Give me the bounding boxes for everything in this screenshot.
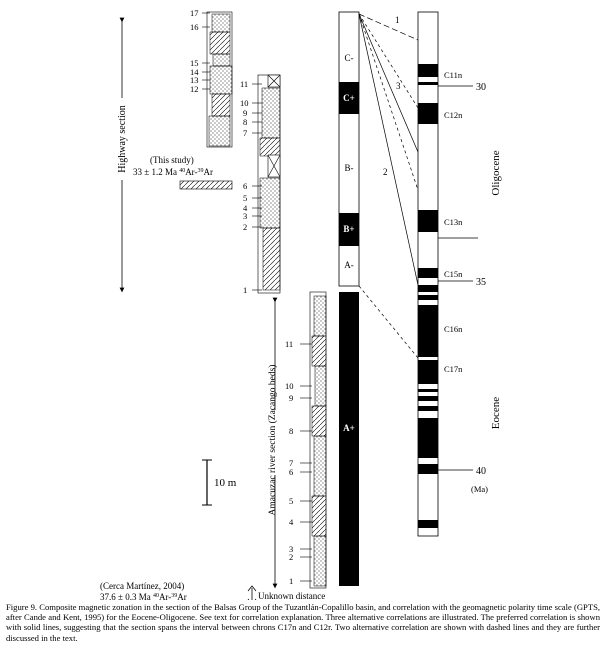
chron-c12n: C12n [444, 110, 463, 120]
highway-mark-13: 13 [190, 75, 199, 85]
gpts-column [418, 12, 438, 536]
unknown-distance-arrow-icon [248, 586, 256, 600]
correlation-1: 1 [395, 15, 400, 25]
unknown-distance-label: Unknown distance [258, 591, 326, 600]
river-mark-8: 8 [289, 426, 294, 436]
highway-mark-10: 10 [240, 98, 249, 108]
river-mark-2: 2 [289, 552, 294, 562]
dated-tuff-highway [180, 181, 232, 189]
caption-text: Composite magnetic zonation in the section of the Balsas Group of the Tuzantlán-Copalillo basin, and correlation with the geomagnetic polarity time scale (GPTS, after Cande and Kent, 1995) for the Eocene-Oligocene. See text for correlation explanation. Three alternative correlations are illustrated. The preferred correlation is shown with solid lines, suggesting that the section spans the interval between chrons C17n and C12r. Two alternative correlation are shown with dashed lines and they are further discussed in the text. [6, 602, 601, 643]
highway-mark-5: 5 [243, 193, 248, 203]
zone-b-plus: B+ [343, 224, 355, 234]
correlation-lines [359, 14, 418, 358]
highway-mark-14: 14 [190, 67, 199, 77]
age-30: 30 [476, 82, 486, 93]
river-mark-3: 3 [289, 544, 294, 554]
highway-mark-9: 9 [243, 108, 248, 118]
highway-upper-column [207, 12, 232, 147]
highway-section [117, 8, 280, 295]
river-mark-10: 10 [285, 381, 294, 391]
highway-mark-15: 15 [190, 58, 199, 68]
age-labels [471, 82, 488, 494]
river-column [310, 292, 326, 588]
highway-mark-17: 17 [190, 8, 199, 18]
highway-mark-12: 12 [190, 84, 199, 94]
cerca-martinez-label: (Cerca Martínez, 2004) [100, 581, 185, 591]
river-mark-11: 11 [285, 339, 294, 349]
river-mark-9: 9 [289, 393, 294, 403]
river-mark-5: 5 [289, 496, 294, 506]
caption-label: Figure 9. [6, 602, 38, 612]
highway-upper-marks [190, 8, 199, 94]
chron-labels [444, 70, 463, 374]
river-section-label: Amacuzac river section (Zacango beds) [268, 364, 278, 516]
zone-c-plus: C+ [343, 93, 355, 103]
figure-caption [6, 602, 600, 643]
highway-mark-3: 3 [243, 211, 248, 221]
highway-mark-6: 6 [243, 181, 248, 191]
river-mark-4: 4 [289, 517, 294, 527]
highway-age: 33 ± 1.2 Ma $^{40}$Ar-$^{39}$Ar [133, 167, 214, 177]
highway-mark-11: 11 [240, 79, 249, 89]
correlation-2: 2 [383, 167, 388, 177]
chron-c16n: C16n [444, 324, 463, 334]
highway-middle-column [258, 75, 280, 293]
scale-bar-label: 10 m [214, 477, 237, 489]
correlation-3: 3 [396, 81, 401, 91]
chron-c17n: C17n [444, 364, 463, 374]
zone-c-minus: C- [344, 53, 354, 63]
river-mark-6: 6 [289, 467, 294, 477]
river-mark-1: 1 [289, 576, 294, 586]
river-mark-7: 7 [289, 458, 294, 468]
zone-b-minus: B- [344, 163, 354, 173]
age-40: 40 [476, 466, 486, 477]
epoch-oligocene: Oligocene [490, 150, 502, 196]
highway-mark-7: 7 [243, 128, 248, 138]
river-age: 37.6 ± 0.3 Ma $^{40}$Ar-$^{39}$Ar [100, 592, 187, 600]
zone-a-minus: A- [344, 260, 354, 270]
chron-c13n: C13n [444, 217, 463, 227]
this-study-label: (This study) [150, 155, 194, 165]
chron-c11n: C11n [444, 70, 463, 80]
age-35: 35 [476, 277, 486, 288]
highway-mark-2: 2 [243, 222, 248, 232]
composite-zonation-column [339, 12, 359, 586]
highway-mark-4: 4 [243, 203, 248, 213]
age-unit: (Ma) [471, 484, 488, 494]
scale-bar [202, 460, 237, 505]
river-section [100, 292, 326, 600]
highway-mark-1: 1 [243, 285, 248, 295]
zone-a-plus: A+ [343, 423, 355, 433]
river-marks [285, 339, 294, 586]
epoch-eocene: Eocene [490, 396, 502, 430]
chron-c15n: C15n [444, 269, 463, 279]
highway-mark-16: 16 [190, 22, 199, 32]
highway-mark-8: 8 [243, 117, 248, 127]
highway-section-label: Highway section [117, 105, 128, 173]
highway-middle-marks [240, 79, 249, 295]
